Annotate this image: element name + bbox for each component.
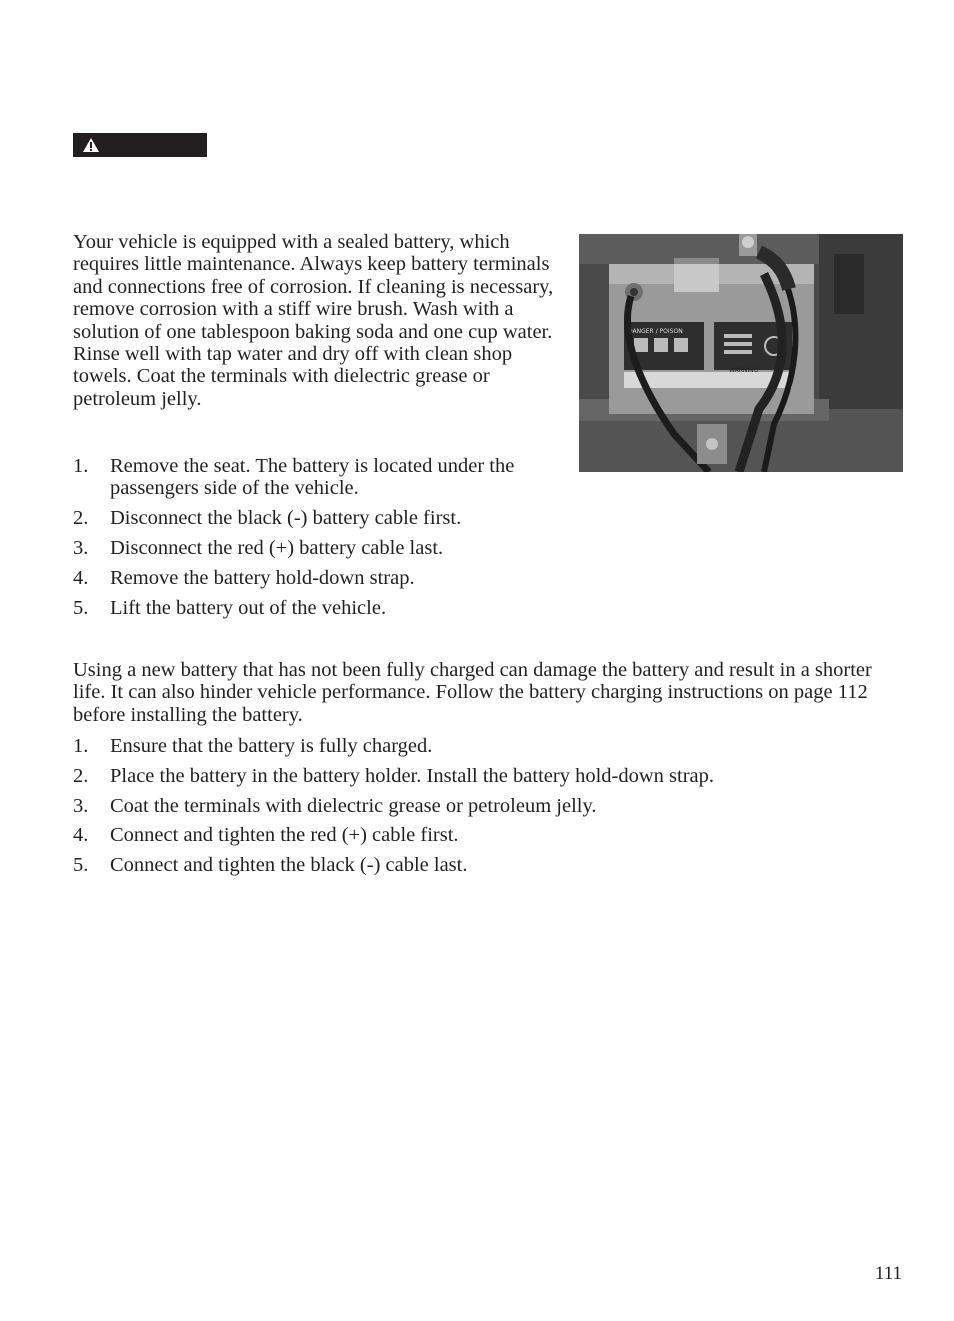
step-number: 2. — [73, 764, 89, 787]
warning-bar — [73, 133, 207, 157]
step-number: 5. — [73, 596, 89, 619]
installation-note: Using a new battery that has not been fully charged can damage the battery and result in a shorter life. It can also hinder vehicle performance. Follow the battery charging instructions on page 112 before installing the battery. — [73, 659, 872, 726]
step-text: Remove the seat. The battery is located under the passengers side of the vehicle. — [110, 455, 515, 500]
battery-photo — [579, 234, 903, 472]
step-text: Ensure that the battery is fully charged. — [110, 735, 433, 757]
list-item — [73, 507, 563, 529]
step-text: Connect and tighten the black (-) cable last. — [110, 854, 468, 877]
installation-steps — [73, 735, 903, 884]
list-item — [73, 765, 903, 787]
maintenance-paragraph: Your vehicle is equipped with a sealed battery, which requires little maintenance. Always keep battery terminals and connections free of corrosion. If cleaning is necessary, remove corrosion with a stiff wire brush. Wash with a solution of one tablespoon baking soda and one cup water. Rinse well with tap water and dry off with clean shop towels. Coat the terminals with dielectric grease or petroleum jelly. — [73, 231, 554, 410]
removal-steps — [73, 455, 563, 626]
warning-triangle-icon — [82, 137, 100, 153]
list-item — [73, 567, 563, 589]
step-number: 1. — [73, 455, 89, 477]
step-text: Disconnect the black (-) battery cable first. — [110, 507, 462, 530]
step-text: Coat the terminals with dielectric grease or petroleum jelly. — [110, 794, 597, 817]
list-item — [73, 854, 903, 876]
danger-label: DANGER / POISON — [628, 328, 683, 335]
step-number: 3. — [73, 537, 89, 559]
step-number: 4. — [73, 824, 89, 847]
list-item — [73, 824, 903, 846]
list-item — [73, 597, 563, 619]
step-number: 5. — [73, 854, 89, 877]
step-text: Remove the battery hold-down strap. — [110, 566, 415, 589]
step-text: Place the battery in the battery holder. Install the battery hold-down strap. — [110, 764, 714, 787]
list-item — [73, 455, 563, 500]
list-item — [73, 795, 903, 817]
warning-label: WARNING — [729, 367, 759, 374]
step-number: 1. — [73, 735, 89, 757]
list-item — [73, 537, 563, 559]
page-number: 111 — [874, 1263, 902, 1284]
step-number: 4. — [73, 566, 89, 589]
step-text: Lift the battery out of the vehicle. — [110, 596, 387, 619]
step-text: Disconnect the red (+) battery cable last. — [110, 537, 444, 559]
list-item — [73, 735, 903, 757]
step-text: Connect and tighten the red (+) cable first. — [110, 824, 459, 847]
step-number: 3. — [73, 794, 89, 817]
step-number: 2. — [73, 507, 89, 530]
